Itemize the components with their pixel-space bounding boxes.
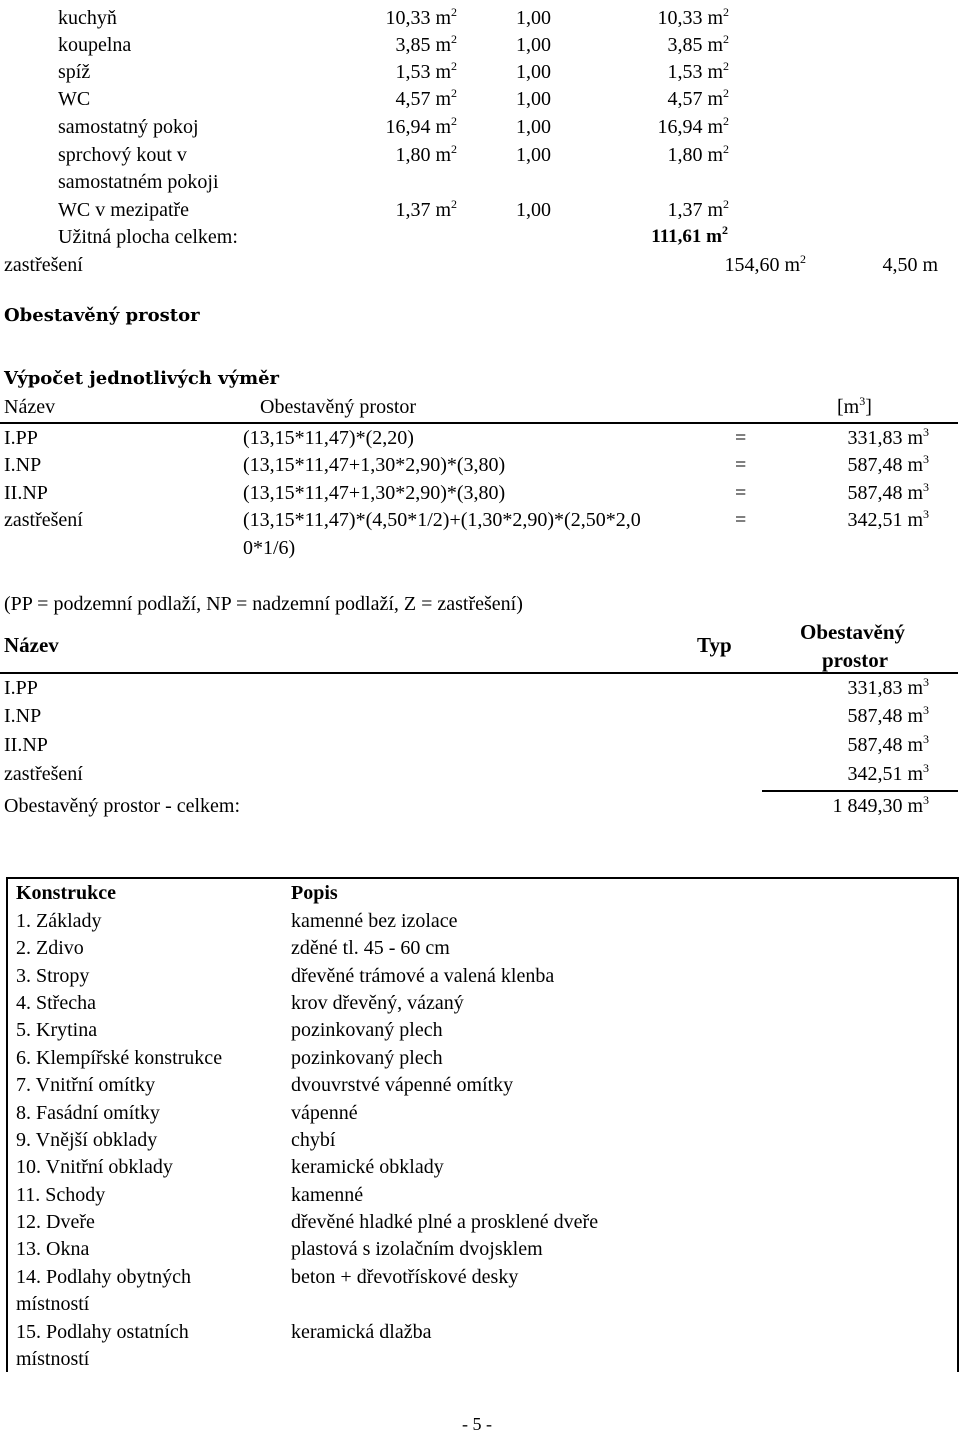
summary-header-space: Obestavěný xyxy=(800,620,905,644)
construction-name: 6. Klempířské konstrukce xyxy=(16,1047,223,1069)
construction-name: 5. Krytina xyxy=(16,1019,98,1041)
calc-row-equals: = xyxy=(735,454,747,476)
calc-row-formula: (13,15*11,47)*(4,50*1/2)+(1,30*2,90)*(2,50*2,0 xyxy=(243,509,641,531)
summary-row-value: 587,48 $m^3$ xyxy=(847,732,929,756)
calc-header-unit: $[m^3]$ xyxy=(837,394,872,418)
construction-name: 9. Vnější obklady xyxy=(16,1129,158,1151)
summary-total-label: Obestavěný prostor - celkem: xyxy=(4,795,241,817)
room-coef: 1,00 xyxy=(516,116,551,138)
summary-row-value: 342,51 $m^3$ xyxy=(847,761,929,785)
construction-desc: zděné tl. 45 - 60 cm xyxy=(291,937,450,959)
room-name: kuchyň xyxy=(58,7,117,29)
section-title: Obestavěný prostor xyxy=(4,305,200,326)
construction-name: 14. Podlahy obytných xyxy=(16,1266,191,1288)
calc-row-equals: = xyxy=(735,509,747,531)
construction-desc: dvouvrstvé vápenné omítky xyxy=(291,1074,514,1096)
construction-desc: dřevěné trámové a valená klenba xyxy=(291,965,555,987)
summary-header-name: Název xyxy=(4,633,59,657)
calc-title: Výpočet jednotlivých výměr xyxy=(4,368,280,389)
room-coef: 1,00 xyxy=(516,88,551,110)
construction-desc: keramické obklady xyxy=(291,1156,444,1178)
room-coef: 1,00 xyxy=(516,34,551,56)
room-result: 10,33 $m^2$ xyxy=(657,5,729,29)
room-result: 16,94 $m^2$ xyxy=(657,114,729,138)
room-area: 4,57 $m^2$ xyxy=(395,86,457,110)
construction-desc: kamenné xyxy=(291,1184,364,1206)
usable-area-total-value: 111,61 $m^2$ xyxy=(651,223,728,247)
construction-desc: vápenné xyxy=(291,1102,358,1124)
construction-name: 7. Vnitřní omítky xyxy=(16,1074,156,1096)
construction-name: 13. Okna xyxy=(16,1238,90,1260)
construction-right-border xyxy=(957,877,959,1372)
construction-left-border xyxy=(6,877,8,1372)
roof-row-name: zastřešení xyxy=(4,254,83,276)
room-name: WC xyxy=(58,88,91,110)
construction-top-border xyxy=(6,877,959,879)
room-area: 1,37 $m^2$ xyxy=(395,197,457,221)
room-result: 1,80 $m^2$ xyxy=(667,142,729,166)
construction-desc: pozinkovaný plech xyxy=(291,1047,443,1069)
construction-name: 15. Podlahy ostatních xyxy=(16,1321,189,1343)
construction-desc: dřevěné hladké plné a prosklené dveře xyxy=(291,1211,599,1233)
room-name: samostatném pokoji xyxy=(58,171,219,193)
construction-name: 10. Vnitřní obklady xyxy=(16,1156,173,1178)
calc-row-value: 587,48 $m^3$ xyxy=(847,480,929,504)
room-result: 3,85 $m^2$ xyxy=(667,32,729,56)
summary-row-value: 331,83 $m^3$ xyxy=(847,675,929,699)
summary-row-name: I.NP xyxy=(4,705,42,727)
construction-name: 11. Schody xyxy=(16,1184,106,1206)
construction-desc: plastová s izolačním dvojsklem xyxy=(291,1238,543,1260)
room-name: spíž xyxy=(58,61,91,83)
summary-header-space-line2: prostor xyxy=(822,648,889,672)
construction-header-name: Konstrukce xyxy=(16,882,116,904)
construction-desc: krov dřevěný, vázaný xyxy=(291,992,464,1014)
room-name: WC v mezipatře xyxy=(58,199,190,221)
calc-row-formula: (13,15*11,47)*(2,20) xyxy=(243,427,414,449)
calc-row-name: I.NP xyxy=(4,454,42,476)
room-name: samostatný pokoj xyxy=(58,116,199,138)
room-coef: 1,00 xyxy=(516,61,551,83)
calc-row-name: I.PP xyxy=(4,427,38,449)
construction-name-continued: místností xyxy=(16,1293,90,1315)
construction-name: 12. Dveře xyxy=(16,1211,95,1233)
room-area: 10,33 $m^2$ xyxy=(385,5,457,29)
room-area: 3,85 $m^2$ xyxy=(395,32,457,56)
construction-name: 3. Stropy xyxy=(16,965,90,987)
roof-row-height: 4,50 m xyxy=(882,254,938,276)
calc-row-equals: = xyxy=(735,427,747,449)
summary-total-value: 1 849,30 $m^3$ xyxy=(832,793,929,817)
calc-row-value: 342,51 $m^3$ xyxy=(847,507,929,531)
room-area: 1,53 $m^2$ xyxy=(395,59,457,83)
calc-row-equals: = xyxy=(735,482,747,504)
construction-name: 2. Zdivo xyxy=(16,937,84,959)
room-coef: 1,00 xyxy=(516,7,551,29)
room-coef: 1,00 xyxy=(516,144,551,166)
construction-desc: pozinkovaný plech xyxy=(291,1019,443,1041)
construction-name: 1. Základy xyxy=(16,910,102,932)
calc-row-name: II.NP xyxy=(4,482,48,504)
room-result: 4,57 $m^2$ xyxy=(667,86,729,110)
summary-header-rule xyxy=(0,672,958,674)
construction-desc: keramická dlažba xyxy=(291,1321,432,1343)
summary-total-rule xyxy=(762,790,958,792)
construction-desc: chybí xyxy=(291,1129,336,1151)
summary-row-name: I.PP xyxy=(4,677,38,699)
construction-header-desc: Popis xyxy=(291,882,338,904)
calc-row-value: 331,83 $m^3$ xyxy=(847,425,929,449)
room-coef: 1,00 xyxy=(516,199,551,221)
room-result: 1,37 $m^2$ xyxy=(667,197,729,221)
roof-row-area: 154,60 $m^2$ xyxy=(724,252,806,276)
calc-header-name: Název xyxy=(4,396,56,418)
calc-row-formula: (13,15*11,47+1,30*2,90)*(3,80) xyxy=(243,454,506,476)
calc-row-formula: (13,15*11,47+1,30*2,90)*(3,80) xyxy=(243,482,506,504)
calc-row-formula-continued: 0*1/6) xyxy=(243,537,296,559)
page-number: - 5 - xyxy=(462,1414,492,1434)
room-name: sprchový kout v xyxy=(58,144,187,166)
calc-row-value: 587,48 $m^3$ xyxy=(847,452,929,476)
calc-row-name: zastřešení xyxy=(4,509,83,531)
summary-header-type: Typ xyxy=(697,633,732,657)
calc-header-rule xyxy=(0,422,958,424)
calc-header-formula: Obestavěný prostor xyxy=(260,396,417,418)
room-name: koupelna xyxy=(58,34,132,56)
summary-row-name: II.NP xyxy=(4,734,48,756)
construction-name: 8. Fasádní omítky xyxy=(16,1102,160,1124)
room-area: 1,80 $m^2$ xyxy=(395,142,457,166)
construction-desc: beton + dřevotřískové desky xyxy=(291,1266,519,1288)
summary-row-value: 587,48 $m^3$ xyxy=(847,703,929,727)
construction-name-continued: místností xyxy=(16,1348,90,1370)
construction-desc: kamenné bez izolace xyxy=(291,910,458,932)
room-result: 1,53 $m^2$ xyxy=(667,59,729,83)
legend-note: (PP = podzemní podlaží, NP = nadzemní podlaží, Z = zastřešení) xyxy=(4,593,523,615)
summary-row-name: zastřešení xyxy=(4,763,83,785)
room-area: 16,94 $m^2$ xyxy=(385,114,457,138)
construction-name: 4. Střecha xyxy=(16,992,96,1014)
usable-area-total-label: Užitná plocha celkem: xyxy=(58,226,238,248)
